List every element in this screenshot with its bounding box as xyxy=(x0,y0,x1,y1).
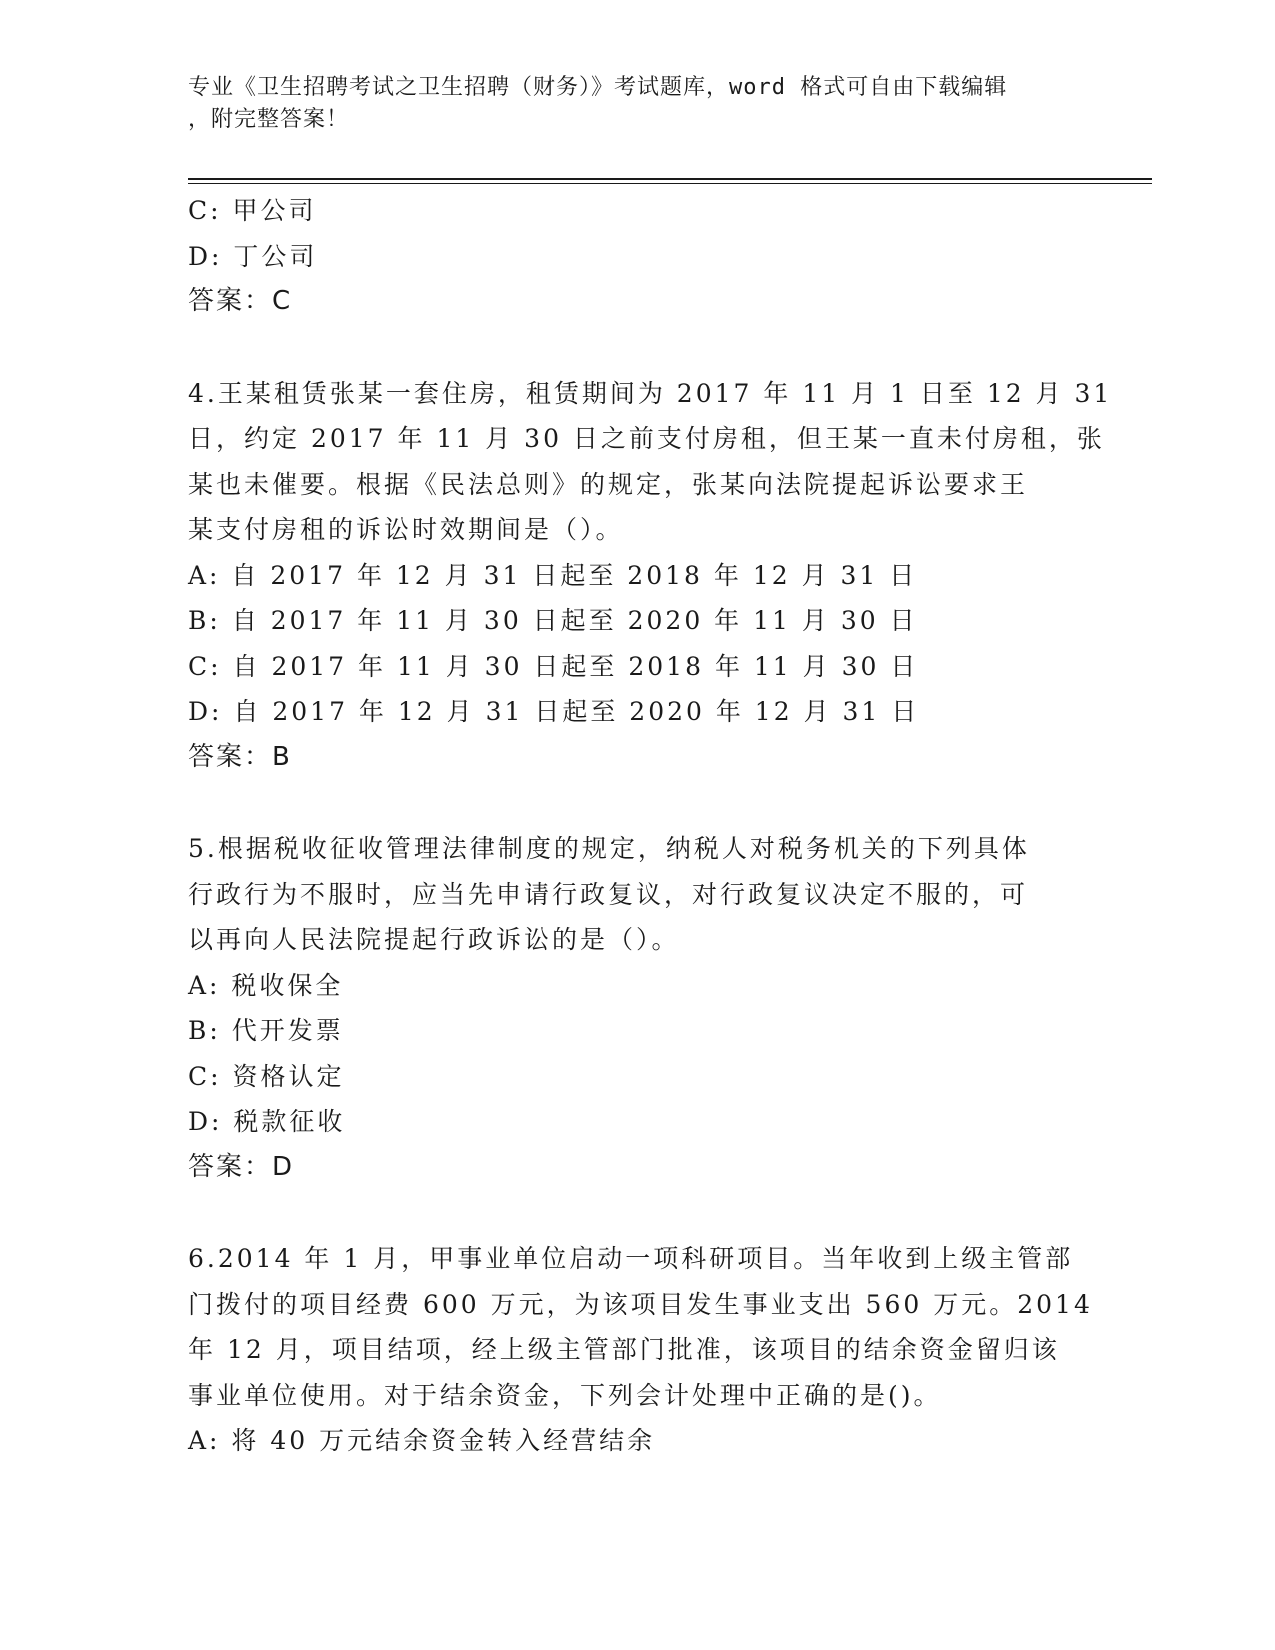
header-divider-thick xyxy=(188,178,1152,180)
option-line: A: 自 2017 年 12 月 31 日起至 2018 年 12 月 31 日 xyxy=(188,560,918,590)
question-text-line: 门拨付的项目经费 600 万元，为该项目发生事业支出 560 万元。2014 xyxy=(188,1289,1093,1319)
question-5 xyxy=(188,826,1068,1190)
question-text-line: 行政行为不服时，应当先申请行政复议，对行政复议决定不服的，可 xyxy=(188,879,1029,909)
option-line: A: 将 40 万元结余资金转入经营结余 xyxy=(188,1426,656,1455)
question-text-line: 日，约定 2017 年 11 月 30 日之前支付房租，但王某一直未付房租，张 xyxy=(188,424,1105,453)
option-line: D: 自 2017 年 12 月 31 日起至 2020 年 12 月 31 日 xyxy=(188,697,920,726)
option-line: D: 丁公司 xyxy=(188,241,318,271)
option-line: C: 自 2017 年 11 月 30 日起至 2018 年 11 月 30 日 xyxy=(188,651,919,681)
spacer xyxy=(188,1190,1068,1236)
page-header xyxy=(188,72,1068,136)
question-6 xyxy=(188,1236,1093,1464)
question-text-line: 某支付房租的诉讼时效期间是（）。 xyxy=(188,515,624,544)
option-line: A: 税收保全 xyxy=(188,970,344,1000)
spacer xyxy=(188,325,1068,371)
prev-question-block xyxy=(188,188,1068,325)
header-divider-thin xyxy=(188,183,1152,184)
option-line: B: 代开发票 xyxy=(188,1016,344,1045)
question-text-line: 6.2014 年 1 月，甲事业单位启动一项科研项目。当年收到上级主管部 xyxy=(188,1244,1074,1273)
question-text-line: 年 12 月，项目结项，经上级主管部门批准，该项目的结余资金留归该 xyxy=(188,1335,1060,1364)
option-line: D: 税款征收 xyxy=(188,1107,346,1136)
question-4 xyxy=(188,371,1113,781)
answer-line: 答案：B xyxy=(188,741,292,772)
question-text-line: 4.王某租赁张某一套住房，租赁期间为 2017 年 11 月 1 日至 12 月 31 xyxy=(188,378,1113,408)
spacer xyxy=(188,780,1068,826)
question-text-line: 以再向人民法院提起行政诉讼的是（）。 xyxy=(188,925,680,954)
header-line-2: ，附完整答案！ xyxy=(188,107,350,132)
question-text-line: 某也未催要。根据《民法总则》的规定，张某向法院提起诉讼要求王 xyxy=(188,469,1029,499)
answer-line: 答案：C xyxy=(188,286,293,316)
answer-line: 答案：D xyxy=(188,1151,295,1182)
option-line: C: 资格认定 xyxy=(188,1061,345,1091)
header-line-1: 专业《卫生招聘考试之卫生招聘（财务）》考试题库，word 格式可自由下载编辑 xyxy=(188,75,1008,100)
question-text-line: 5.根据税收征收管理法律制度的规定，纳税人对税务机关的下列具体 xyxy=(188,834,1030,863)
document-body xyxy=(188,188,1113,1464)
option-line: B: 自 2017 年 11 月 30 日起至 2020 年 11 月 30 日 xyxy=(188,606,918,635)
option-line: C: 甲公司 xyxy=(188,196,317,225)
question-text-line: 事业单位使用。对于结余资金，下列会计处理中正确的是()。 xyxy=(188,1380,942,1410)
